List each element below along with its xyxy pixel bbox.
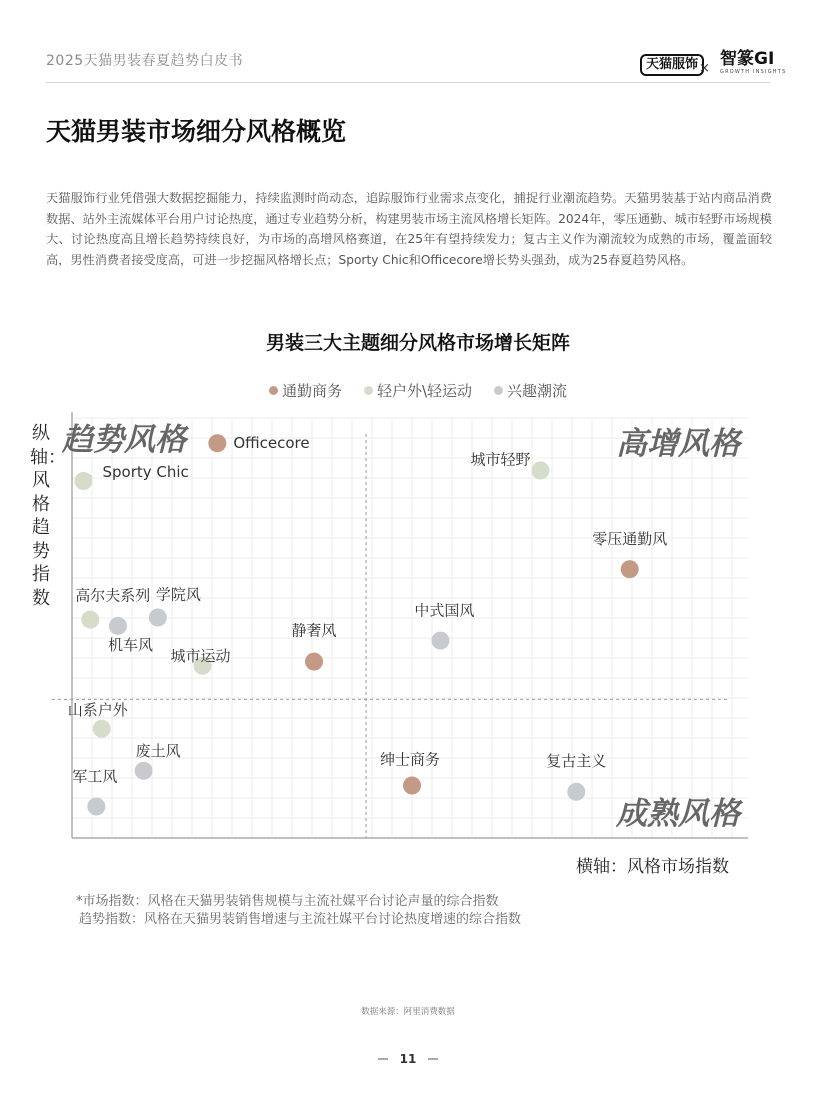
data-point <box>567 783 585 801</box>
data-point-label: 城市轻野 <box>470 450 531 469</box>
footnotes <box>76 893 521 929</box>
tmall-logo-text: 天猫服饰 <box>646 57 699 72</box>
legend-item-trend <box>494 380 567 401</box>
chart-title: 男装三大主题细分风格市场增长矩阵 <box>265 332 570 354</box>
legend-dot-outdoor <box>364 386 373 395</box>
data-point <box>621 560 639 578</box>
growth-insights-logo <box>720 50 786 76</box>
y-axis-label: 纵轴：风格趋势指数 <box>30 423 66 609</box>
data-point <box>208 434 226 452</box>
page-dash-left <box>378 1058 388 1060</box>
legend-dot-commute <box>269 386 278 395</box>
data-point-label: 军工风 <box>72 767 118 786</box>
page-number <box>0 1052 816 1066</box>
data-point-label: 机车风 <box>107 635 153 654</box>
gi-logo-text: 智篆GI <box>720 49 775 69</box>
page-title: 天猫男装市场细分风格概览 <box>46 117 347 146</box>
header-title: 2025天猫男装春夏趋势白皮书 <box>46 53 244 69</box>
x-axis-label: 横轴：风格市场指数 <box>576 857 729 877</box>
footnote-trend-index: 趋势指数：风格在天猫男装销售增速与主流社媒平台讨论热度增速的综合指数 <box>79 912 522 927</box>
legend-dot-trend <box>494 386 503 395</box>
data-point-label: Officecore <box>233 434 310 453</box>
quadrant-label-mature-style: 成熟风格 <box>616 796 740 832</box>
data-point <box>531 462 549 480</box>
data-source: 数据来源：阿里消费数据 <box>361 1007 455 1017</box>
data-point-label: 废土风 <box>135 741 181 760</box>
data-point <box>109 617 127 635</box>
legend-label-trend: 兴趣潮流 <box>507 382 568 400</box>
scatter-chart <box>0 400 816 850</box>
data-point-label: 高尔夫系列 <box>75 586 151 605</box>
legend-label-outdoor: 轻户外\轻运动 <box>376 382 473 400</box>
gi-logo-subtext: GROWTH INSIGHTS <box>720 69 787 75</box>
page-number-text: 11 <box>399 1052 417 1066</box>
legend-item-outdoor <box>364 380 472 401</box>
data-point <box>431 632 449 650</box>
page-dash-right <box>428 1058 438 1060</box>
data-point-label: 绅士商务 <box>380 750 441 769</box>
data-point-label: 学院风 <box>155 585 201 604</box>
data-point <box>87 798 105 816</box>
chart-legend <box>0 380 816 401</box>
quadrant-label-high-growth-style: 高增风格 <box>616 426 740 462</box>
quadrant-label-trend-style: 趋势风格 <box>62 422 186 458</box>
data-point <box>81 611 99 629</box>
data-point <box>149 609 167 627</box>
data-point-label: 中式国风 <box>414 601 475 620</box>
data-point <box>403 777 421 795</box>
logo-separator: × <box>699 60 710 76</box>
header-divider <box>46 82 770 83</box>
data-point-label: 城市运动 <box>170 646 231 665</box>
data-point-label: 复古主义 <box>546 751 607 770</box>
data-point-label: Sporty Chic <box>102 463 189 481</box>
data-point <box>93 720 111 738</box>
tmall-fashion-logo <box>640 54 704 76</box>
data-point-label: 静奢风 <box>291 621 337 640</box>
data-point <box>135 762 153 780</box>
legend-item-commute <box>269 380 342 401</box>
data-point-label: 零压通勤风 <box>592 530 668 549</box>
data-point-label: 山系户外 <box>67 700 128 719</box>
footnote-market-index: *市场指数：风格在天猫男装销售规模与主流社媒平台讨论声量的综合指数 <box>76 894 499 909</box>
legend-label-commute: 通勤商务 <box>281 382 342 400</box>
data-point <box>74 472 92 490</box>
intro-paragraph: 天猫服饰行业凭借强大数据挖掘能力，持续监测时尚动态，追踪服饰行业需求点变化，捕捉行业潮流趋势。天猫男装基于站内商品消费数据、站外主流媒体平台用户讨论热度，通过专业趋势分析，构建男装市场主流风格增长矩阵。2024年，零压通勤、城市轻野市场规模大、讨论热度高且增长趋势持续良好，为市场的高增风格赛道，在25年有望持续发力；复古主义作为潮流较为成熟的市场，覆盖面较高，男性消费者接受度高，可进一步挖掘风格增长点；Sporty Chic和Officecore增长势头强劲，成为25春夏趋势风格。 <box>46 191 772 267</box>
data-point <box>305 653 323 671</box>
